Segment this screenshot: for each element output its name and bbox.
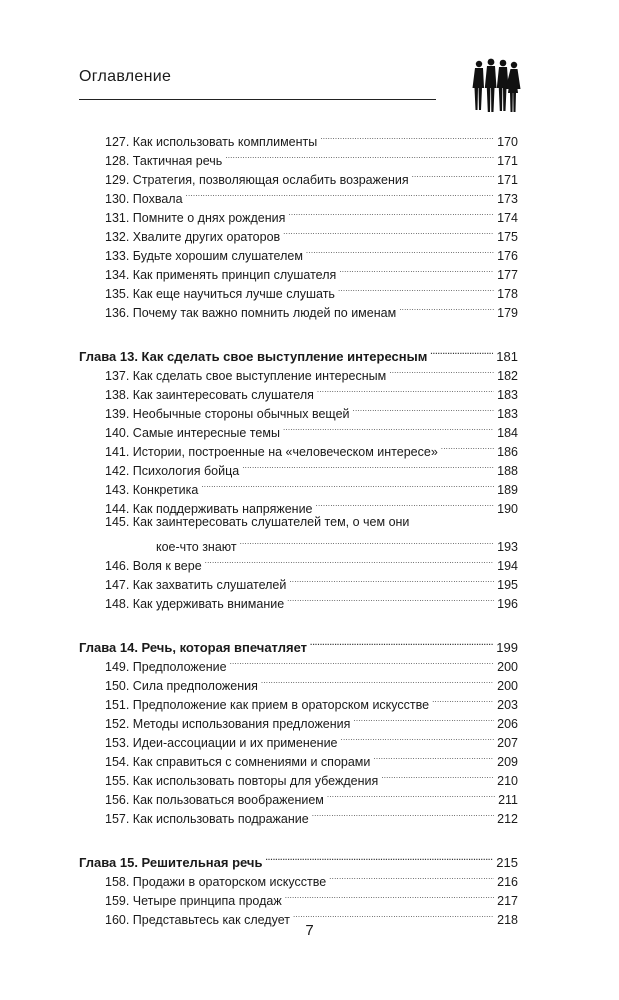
toc-entry-label: 158. Продажи в ораторском искусстве [105, 875, 327, 889]
table-of-contents [79, 127, 518, 927]
dot-leader [242, 456, 494, 475]
chapter-heading[interactable] [79, 848, 518, 870]
toc-entry-label: 140. Самые интересные темы [105, 426, 280, 440]
toc-entry-page: 186 [497, 445, 518, 459]
chapter-heading[interactable] [79, 633, 518, 655]
dot-leader [287, 589, 494, 608]
toc-entry-page: 217 [497, 894, 518, 908]
toc-entry-label: 127. Как использовать комплименты [105, 135, 318, 149]
chapter-page: 215 [496, 855, 518, 870]
dot-leader [341, 728, 495, 747]
toc-entry-page: 170 [497, 135, 518, 149]
toc-entry-label: 154. Как справиться с сомнениями и спорами [105, 755, 371, 769]
toc-entry-page: 193 [497, 540, 518, 554]
toc-entry-label: 137. Как сделать свое выступление интересным [105, 369, 387, 383]
toc-entry-page: 188 [497, 464, 518, 478]
toc-entry-page: 216 [497, 875, 518, 889]
toc-entry-label: 159. Четыре принципа продаж [105, 894, 282, 908]
toc-entry-page: 210 [497, 774, 518, 788]
toc-section [79, 848, 518, 927]
toc-entry-label: 157. Как использовать подражание [105, 812, 309, 826]
toc-entry-label: 150. Сила предположения [105, 679, 258, 693]
dot-leader [205, 551, 494, 570]
toc-entry-page: 218 [497, 913, 518, 927]
dot-leader [353, 709, 494, 728]
toc-entry-label: 130. Похвала [105, 192, 183, 206]
toc-entry-label: 155. Как использовать повторы для убеждения [105, 774, 379, 788]
toc-entry-label: 135. Как еще научиться лучше слушать [105, 287, 335, 301]
dot-leader [186, 184, 495, 203]
chapter-title: Глава 14. Речь, которая впечатляет [79, 640, 308, 655]
toc-entry-page: 178 [497, 287, 518, 301]
toc-entry[interactable] [79, 551, 518, 573]
toc-entry-label: 152. Методы использования предложения [105, 717, 351, 731]
chapter-heading[interactable] [79, 342, 518, 364]
toc-entry-page: 203 [497, 698, 518, 712]
toc-entry-label: 142. Психология бойца [105, 464, 240, 478]
toc-section [79, 633, 518, 826]
toc-entry-label: 128. Тактичная речь [105, 154, 223, 168]
dot-leader [201, 475, 494, 494]
toc-entry-label: 145. Как заинтересовать слушателей тем, о чем они [105, 515, 410, 529]
toc-entry-label: 156. Как пользоваться воображением [105, 793, 324, 807]
toc-section [79, 127, 518, 320]
dot-leader [338, 279, 494, 298]
dot-leader [265, 848, 493, 867]
dot-leader [389, 361, 494, 380]
toc-entry-label: 160. Представьтесь как следует [105, 913, 290, 927]
toc-entry-page: 174 [497, 211, 518, 225]
toc-entry-page: 175 [497, 230, 518, 244]
toc-entry-label: 146. Воля к вере [105, 559, 202, 573]
dot-leader [412, 165, 495, 184]
dot-leader [261, 671, 494, 690]
toc-entry-page: 194 [497, 559, 518, 573]
dot-leader [312, 804, 494, 823]
dot-leader [320, 127, 494, 146]
toc-entry-label: 133. Будьте хорошим слушателем [105, 249, 303, 263]
toc-entry-page: 196 [497, 597, 518, 611]
toc-entry-page: 211 [498, 793, 518, 807]
toc-entry-page: 212 [497, 812, 518, 826]
chapter-page: 181 [496, 349, 518, 364]
toc-entry-page: 177 [497, 268, 518, 282]
dot-leader [441, 437, 494, 456]
toc-entry-label: 151. Предположение как прием в ораторском искусстве [105, 698, 430, 712]
dot-leader [381, 766, 494, 785]
dot-leader [316, 494, 495, 513]
toc-entry-label: 136. Почему так важно помнить людей по именам [105, 306, 397, 320]
toc-entry-page: 200 [497, 660, 518, 674]
header-divider [79, 99, 436, 100]
toc-entry-page: 189 [497, 483, 518, 497]
dot-leader [329, 867, 494, 886]
toc-entry-page: 200 [497, 679, 518, 693]
toc-entry-page: 183 [497, 388, 518, 402]
toc-entry-label: 139. Необычные стороны обычных вещей [105, 407, 350, 421]
dot-leader [240, 532, 495, 551]
dot-leader [283, 222, 494, 241]
toc-entry-label: 144. Как поддерживать напряжение [105, 502, 313, 516]
dot-leader [289, 570, 494, 589]
dot-leader [288, 203, 494, 222]
dot-leader [283, 418, 494, 437]
toc-entry[interactable] [79, 513, 518, 554]
dot-leader [432, 690, 494, 709]
dot-leader [399, 298, 494, 317]
toc-entry-page: 190 [497, 502, 518, 516]
toc-entry-label: 134. Как применять принцип слушателя [105, 268, 337, 282]
dot-leader [310, 633, 493, 652]
dot-leader [353, 399, 495, 418]
people-silhouettes-icon [466, 56, 526, 116]
toc-entry-page: 176 [497, 249, 518, 263]
chapter-title: Глава 13. Как сделать свое выступление интересным [79, 349, 428, 364]
toc-entry-page: 206 [497, 717, 518, 731]
page-title: Оглавление [79, 68, 172, 85]
toc-entry-page: 171 [497, 154, 518, 168]
toc-entry[interactable] [79, 127, 518, 149]
toc-entry-label: 149. Предположение [105, 660, 227, 674]
toc-entry-label: 143. Конкретика [105, 483, 199, 497]
dot-leader [430, 342, 493, 361]
dot-leader [306, 241, 494, 260]
toc-entry-page: 171 [497, 173, 518, 187]
dot-leader [285, 886, 494, 905]
toc-entry-label: 132. Хвалите других ораторов [105, 230, 281, 244]
dot-leader [327, 785, 495, 804]
toc-entry-label: 148. Как удерживать внимание [105, 597, 285, 611]
dot-leader [317, 380, 494, 399]
toc-entry-page: 179 [497, 306, 518, 320]
toc-entry-label: 129. Стратегия, позволяющая ослабить возражения [105, 173, 409, 187]
toc-entry-label: 147. Как захватить слушателей [105, 578, 287, 592]
toc-entry-page: 195 [497, 578, 518, 592]
toc-entry-label: 153. Идеи-ассоциации и их применение [105, 736, 338, 750]
chapter-title: Глава 15. Решительная речь [79, 855, 263, 870]
dot-leader [225, 146, 494, 165]
toc-entry-label: 141. Истории, построенные на «человеческом интересе» [105, 445, 438, 459]
toc-entry-page: 173 [497, 192, 518, 206]
dot-leader [230, 652, 495, 671]
toc-entry-label: 138. Как заинтересовать слушателя [105, 388, 314, 402]
dot-leader [339, 260, 494, 279]
chapter-page: 199 [496, 640, 518, 655]
toc-entry-page: 207 [497, 736, 518, 750]
dot-leader [373, 747, 494, 766]
toc-section [79, 342, 518, 611]
toc-entry-page: 184 [497, 426, 518, 440]
toc-entry-label-continued: кое-что знают [156, 540, 237, 554]
toc-entry-page: 209 [497, 755, 518, 769]
toc-entry-label: 131. Помните о днях рождения [105, 211, 286, 225]
toc-entry-page: 182 [497, 369, 518, 383]
toc-entry-page: 183 [497, 407, 518, 421]
page-number: 7 [305, 922, 314, 939]
